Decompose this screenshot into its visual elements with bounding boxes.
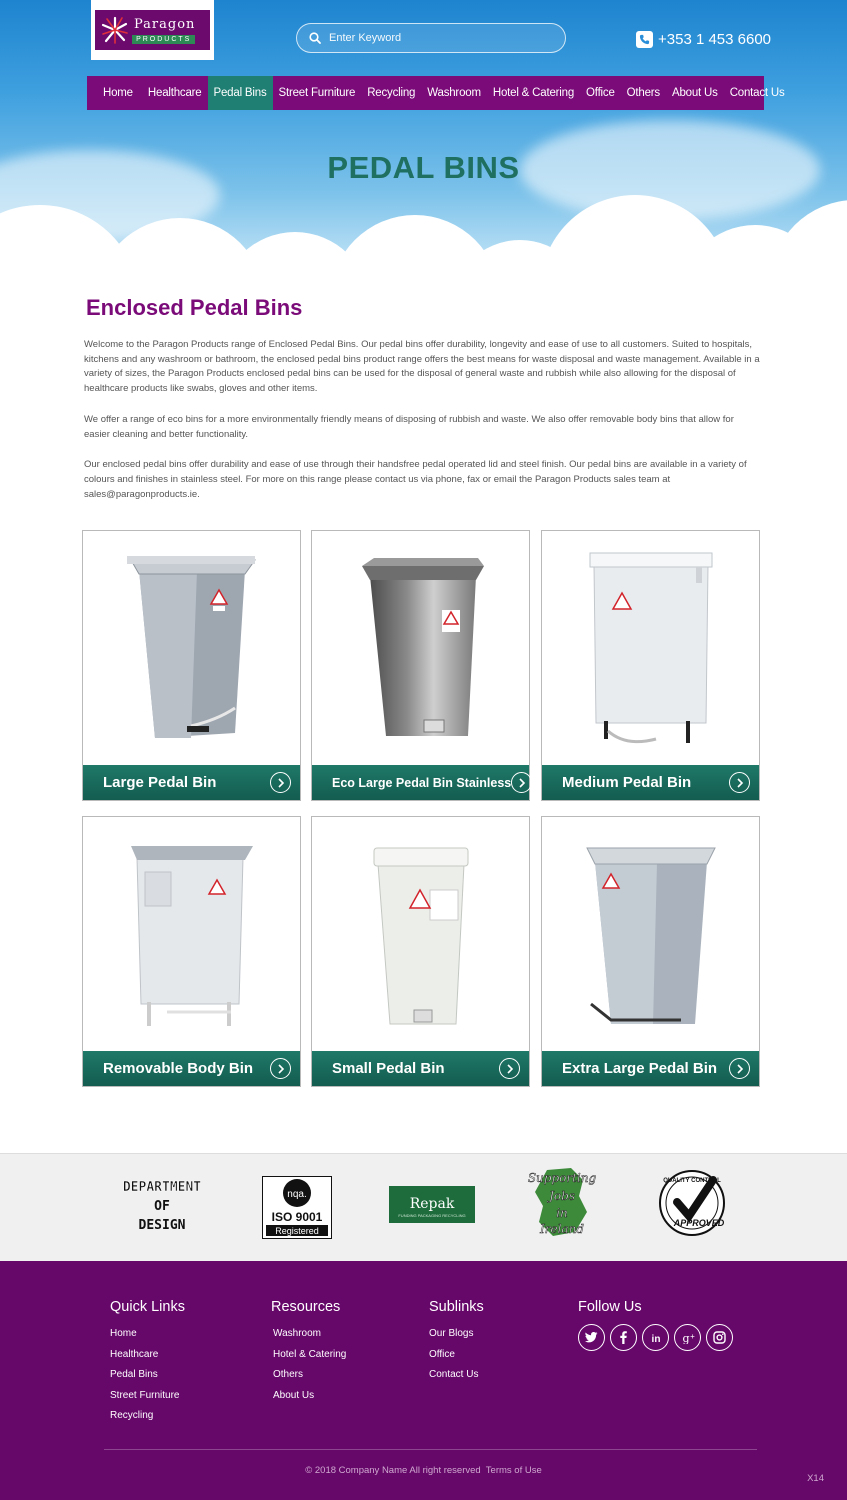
footer-link-pedal-bins[interactable]: Pedal Bins <box>110 1369 158 1380</box>
facebook-icon[interactable] <box>610 1324 637 1351</box>
phone-icon <box>636 31 653 48</box>
footer-follow-us <box>578 1299 733 1351</box>
nav-home[interactable]: Home <box>103 87 133 99</box>
footer-link-home[interactable]: Home <box>110 1328 137 1339</box>
footer-heading: Follow Us <box>578 1299 642 1315</box>
instagram-icon[interactable] <box>706 1324 733 1351</box>
product-card-small-pedal-bin[interactable] <box>311 816 530 1087</box>
footer-sublinks <box>429 1299 484 1386</box>
search-icon[interactable] <box>309 32 321 44</box>
footer-heading: Resources <box>271 1299 341 1315</box>
svg-text:Registered: Registered <box>275 1226 319 1236</box>
nav-washroom[interactable]: Washroom <box>427 87 481 99</box>
svg-text:Supporting: Supporting <box>527 1171 597 1185</box>
product-image <box>83 531 300 765</box>
svg-text:in: in <box>651 1333 660 1344</box>
repak-logo <box>389 1186 475 1223</box>
footer-heading: Sublinks <box>429 1299 484 1315</box>
terms-of-use-link[interactable]: Terms of Use <box>485 1465 542 1476</box>
nav-others[interactable]: Others <box>626 87 660 99</box>
nav-pedal-bins[interactable]: Pedal Bins <box>208 76 273 110</box>
product-name: Small Pedal Bin <box>332 1060 445 1077</box>
quality-approved-logo <box>655 1168 729 1238</box>
search-input[interactable] <box>329 32 549 44</box>
product-name: Removable Body Bin <box>103 1060 254 1077</box>
svg-text:nqa.: nqa. <box>287 1189 307 1200</box>
svg-text:OF: OF <box>154 1199 170 1214</box>
product-card-large-pedal-bin[interactable] <box>82 530 301 801</box>
product-image <box>312 531 529 765</box>
sunburst-icon <box>98 13 132 47</box>
svg-text:g: g <box>681 1331 690 1344</box>
product-image <box>542 817 759 1051</box>
department-of-design-logo <box>118 1174 206 1234</box>
intro-text <box>84 338 760 518</box>
main-nav <box>87 76 785 110</box>
page-title: PEDAL BINS <box>327 150 520 185</box>
footer-quick-links <box>110 1299 185 1427</box>
footer-link-washroom[interactable]: Washroom <box>273 1328 321 1339</box>
footer-link-contact-us[interactable]: Contact Us <box>429 1369 479 1380</box>
product-image <box>312 817 529 1051</box>
footer-divider <box>104 1449 757 1450</box>
footer-link-office[interactable]: Office <box>429 1348 455 1360</box>
footer <box>0 1261 847 1500</box>
nqa-iso-logo <box>262 1176 332 1239</box>
footer-link-hotel-catering[interactable]: Hotel & Catering <box>273 1348 347 1360</box>
svg-text:in: in <box>556 1206 568 1220</box>
logo-subtitle: PRODUCTS <box>132 35 195 44</box>
footer-link-about-us[interactable]: About Us <box>273 1389 315 1401</box>
footer-link-others[interactable]: Others <box>273 1369 304 1380</box>
svg-text:Jobs: Jobs <box>549 1189 575 1203</box>
chevron-right-icon[interactable] <box>270 1058 291 1079</box>
product-card-removable-body-bin[interactable] <box>82 816 301 1087</box>
svg-text:Repak: Repak <box>409 1196 455 1212</box>
paragon-logo[interactable] <box>91 0 214 60</box>
chevron-right-icon[interactable] <box>499 1058 520 1079</box>
nav-office[interactable]: Office <box>586 87 615 99</box>
svg-text:DESIGN: DESIGN <box>138 1218 186 1233</box>
build-tag: X14 <box>807 1473 824 1484</box>
svg-text:+: + <box>689 1331 695 1341</box>
twitter-icon[interactable] <box>578 1324 605 1351</box>
copyright-text: © 2018 Company Name All right reserved <box>305 1465 481 1476</box>
svg-text:FUNDING PACKAGING RECYCLING: FUNDING PACKAGING RECYCLING <box>398 1213 466 1218</box>
footer-link-healthcare[interactable]: Healthcare <box>110 1348 159 1360</box>
nav-recycling[interactable]: Recycling <box>367 87 416 99</box>
footer-link-street-furniture[interactable]: Street Furniture <box>110 1389 180 1401</box>
svg-text:APPROVED: APPROVED <box>673 1218 725 1228</box>
product-image <box>542 531 759 765</box>
nav-about-us[interactable]: About Us <box>671 87 718 99</box>
certifications-strip <box>0 1153 847 1261</box>
phone-contact[interactable] <box>636 31 771 48</box>
chevron-right-icon[interactable] <box>729 772 750 793</box>
phone-number[interactable]: +353 1 453 6600 <box>658 31 772 48</box>
section-heading: Enclosed Pedal Bins <box>86 295 303 320</box>
svg-text:ISO 9001: ISO 9001 <box>271 1210 323 1224</box>
chevron-right-icon[interactable] <box>270 772 291 793</box>
svg-text:Ireland: Ireland <box>540 1222 584 1236</box>
product-image <box>83 817 300 1051</box>
supporting-jobs-logo <box>527 1166 597 1238</box>
intro-paragraph: Our enclosed pedal bins offer durability and ease of use through their handsfree pedal operated lid and steel finish. Our pedal bins are available in a variety of colours and finishes in stainless steel. For more on this range please contact us via phone, fax or email the Paragon Products sales team at sales@paragonproducts.ie. <box>84 459 747 500</box>
nav-healthcare[interactable]: Healthcare <box>147 87 202 99</box>
chevron-right-icon[interactable] <box>511 772 532 793</box>
footer-link-our-blogs[interactable]: Our Blogs <box>429 1328 474 1339</box>
chevron-right-icon[interactable] <box>729 1058 750 1079</box>
footer-resources <box>271 1299 346 1406</box>
nav-hotel-catering[interactable]: Hotel & Catering <box>492 87 575 99</box>
intro-paragraph: We offer a range of eco bins for a more environmentally friendly means of disposing of rubbish and waste. We also offer removable body bins that allow for easier cleaning and better functionality. <box>84 413 734 440</box>
product-name: Large Pedal Bin <box>103 774 217 791</box>
footer-link-recycling[interactable]: Recycling <box>110 1410 154 1421</box>
svg-text:DEPARTMENT: DEPARTMENT <box>122 1180 202 1195</box>
product-name: Eco Large Pedal Bin Stainless <box>332 775 512 790</box>
product-name: Medium Pedal Bin <box>562 774 692 791</box>
svg-text:QUALITY CONTROL: QUALITY CONTROL <box>663 1178 721 1184</box>
product-card-eco-large-pedal-bin[interactable] <box>311 530 530 801</box>
search-bar[interactable] <box>296 23 566 53</box>
product-card-medium-pedal-bin[interactable] <box>541 530 760 801</box>
copyright <box>0 1465 847 1476</box>
footer-heading: Quick Links <box>110 1299 185 1315</box>
product-card-extra-large-pedal-bin[interactable] <box>541 816 760 1087</box>
nav-street-furniture[interactable]: Street Furniture <box>278 87 356 99</box>
product-name: Extra Large Pedal Bin <box>562 1060 718 1077</box>
nav-contact-us[interactable]: Contact Us <box>729 87 785 99</box>
linkedin-icon[interactable] <box>642 1324 669 1351</box>
logo-name: Paragon <box>134 16 196 32</box>
google-plus-icon[interactable] <box>674 1324 701 1351</box>
intro-paragraph: Welcome to the Paragon Products range of Enclosed Pedal Bins. Our pedal bins offer durability, longevity and ease of use to all customers. Suited to hospitals, kitchens and any washroom or bathroom, the enclosed pedal bins product range offers the best means for waste disposal and waste management. Available in a variety of sizes, the Paragon Products enclosed pedal bins can be used for the disposal of general waste and rubbish while also allowing for the disposal of healthcare products like swabs, gloves and other items. <box>84 339 760 395</box>
